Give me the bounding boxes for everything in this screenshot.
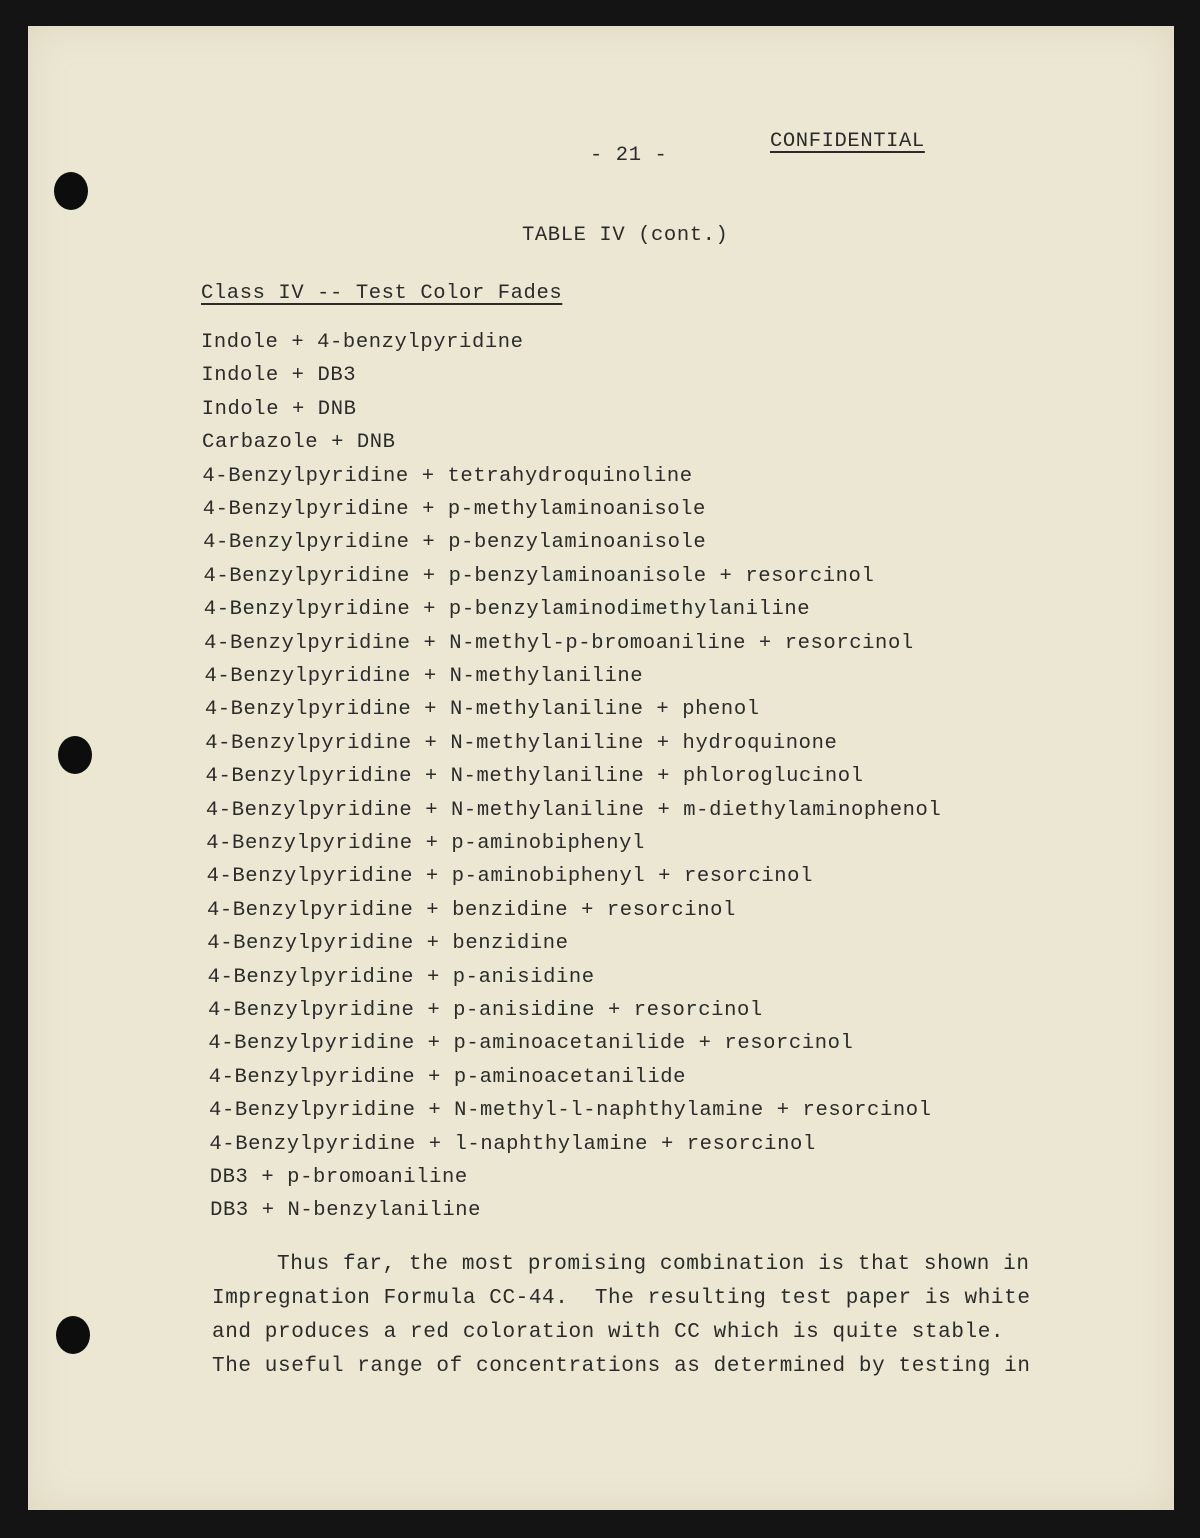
page-number: - 21 - bbox=[590, 144, 668, 167]
combination-item: 4-Benzylpyridine + p-aminobiphenyl bbox=[206, 832, 645, 855]
combination-item: 4-Benzylpyridine + N-methylaniline bbox=[204, 665, 644, 688]
section-heading: Class IV -- Test Color Fades bbox=[201, 282, 563, 305]
combination-item: 4-Benzylpyridine + N-methylaniline + m-diethylaminophenol bbox=[205, 798, 942, 822]
combination-item: 4-Benzylpyridine + p-benzylaminoanisole bbox=[203, 531, 707, 555]
combination-item: 4-Benzylpyridine + tetrahydroquinoline bbox=[202, 464, 693, 488]
combination-item: 4-Benzylpyridine + p-methylaminoanisole bbox=[202, 498, 706, 521]
combination-item: 4-Benzylpyridine + p-aminoacetanilide + resorcinol bbox=[208, 1032, 854, 1056]
combination-item: 4-Benzylpyridine + p-anisidine bbox=[207, 965, 595, 989]
combination-item: 4-Benzylpyridine + benzidine + resorcinol bbox=[206, 898, 736, 922]
confidential-stamp: CONFIDENTIAL bbox=[770, 130, 925, 153]
combination-item: 4-Benzylpyridine + N-methylaniline + phenol bbox=[204, 698, 760, 722]
paragraph-line: and produces a red coloration with CC which is quite stable. bbox=[212, 1321, 1005, 1344]
paragraph-line: The useful range of concentrations as determined by testing in bbox=[212, 1355, 1031, 1378]
binder-hole-middle bbox=[58, 736, 92, 774]
combination-item: 4-Benzylpyridine + l-naphthylamine + resorcinol bbox=[209, 1132, 816, 1156]
combination-item: 4-Benzylpyridine + p-aminobiphenyl + resorcinol bbox=[206, 865, 813, 889]
combination-item: Indole + DNB bbox=[201, 397, 357, 421]
binder-hole-bottom bbox=[56, 1316, 90, 1354]
combination-item: Carbazole + DNB bbox=[202, 431, 396, 455]
combination-item: 4-Benzylpyridine + N-methylaniline + hydroquinone bbox=[205, 731, 838, 755]
binder-hole-top bbox=[54, 172, 88, 210]
combination-item: 4-Benzylpyridine + p-aminoacetanilide bbox=[208, 1065, 687, 1089]
combination-item: 4-Benzylpyridine + N-methyl-l-naphthylamine + resorcinol bbox=[209, 1099, 932, 1123]
combination-item: 4-Benzylpyridine + p-benzylaminodimethylaniline bbox=[203, 598, 811, 622]
combination-item: Indole + DB3 bbox=[201, 364, 357, 388]
combination-item: DB3 + p-bromoaniline bbox=[209, 1166, 468, 1189]
paragraph-line: Thus far, the most promising combination is that shown in bbox=[277, 1253, 1030, 1276]
combination-item: Indole + 4-benzylpyridine bbox=[201, 331, 524, 354]
combination-item: 4-Benzylpyridine + N-methyl-p-bromoaniline + resorcinol bbox=[204, 631, 914, 655]
combination-item: 4-Benzylpyridine + N-methylaniline + phloroglucinol bbox=[205, 765, 864, 789]
combination-item: 4-Benzylpyridine + benzidine bbox=[207, 932, 569, 956]
combination-item: 4-Benzylpyridine + p-benzylaminoanisole + resorcinol bbox=[203, 564, 875, 588]
table-title: TABLE IV (cont.) bbox=[522, 224, 729, 247]
combination-item: DB3 + N-benzylaniline bbox=[210, 1199, 482, 1223]
paragraph-line: Impregnation Formula CC-44. The resulting test paper is white bbox=[212, 1287, 1031, 1310]
combination-item: 4-Benzylpyridine + p-anisidine + resorcinol bbox=[208, 999, 763, 1022]
